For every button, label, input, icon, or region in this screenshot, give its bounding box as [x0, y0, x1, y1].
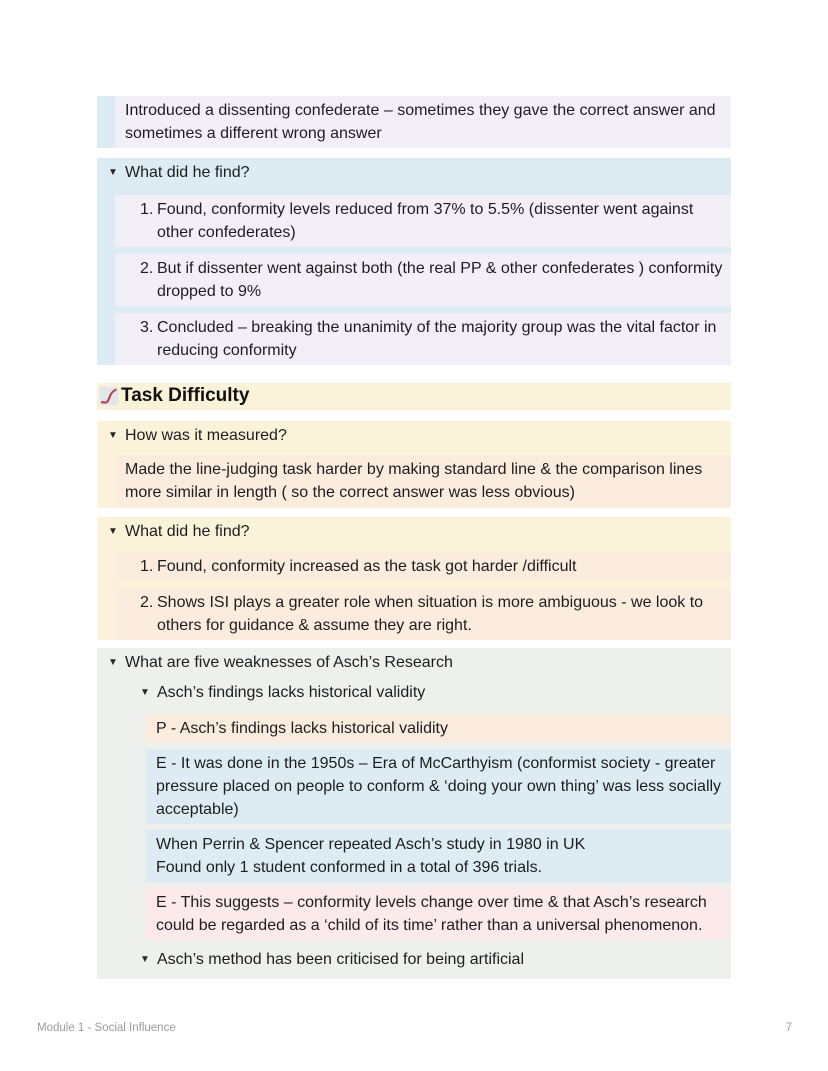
page-footer	[37, 1021, 792, 1036]
peel-evidence-era-paragraph: E - It was done in the 1950s – Era of McCarthyism (conformist society - greater pressure placed on people to conform & ‘doing your own thing’ was less socially acceptable)	[146, 749, 731, 824]
numbered-list-item	[115, 195, 731, 247]
toggle-label: Asch’s method has been criticised for being artificial	[157, 951, 524, 968]
section-heading-title: Task Difficulty	[121, 385, 250, 406]
findings-toggle-section	[97, 158, 731, 365]
toggle-what-did-he-find-1[interactable]	[97, 158, 731, 188]
list-item-text: Found, conformity levels reduced from 37% to 5.5% (dissenter went against other confederates)	[157, 201, 694, 241]
list-marker: 2.	[140, 594, 154, 611]
section-heading-task-difficulty	[97, 383, 731, 410]
findings2-toggle-section	[97, 517, 731, 640]
peel-point-paragraph: P - Asch’s findings lacks historical validity	[146, 714, 731, 743]
measured-paragraph: Made the line-judging task harder by making standard line & the comparison lines more similar in length ( so the correct answer was less obvious)	[115, 455, 731, 508]
toggle-down-arrow-icon[interactable]: ▼	[140, 954, 150, 965]
perrin-line-1: When Perrin & Spencer repeated Asch’s study in 1980 in UK	[156, 836, 586, 853]
toggle-label: Asch’s findings lacks historical validity	[157, 684, 426, 701]
toggle-down-arrow-icon[interactable]: ▼	[108, 167, 118, 178]
perrin-line-2: Found only 1 student conformed in a total of 396 trials.	[156, 859, 543, 876]
intro-block	[97, 96, 731, 148]
peel-evidence-perrin-paragraph	[146, 830, 731, 882]
toggle-artificial-method[interactable]	[97, 942, 731, 976]
list-item-text: Concluded – breaking the unanimity of the majority group was the vital factor in reducing conformity	[157, 319, 717, 359]
toggle-down-arrow-icon[interactable]: ▼	[108, 430, 118, 441]
measured-toggle-section	[97, 421, 731, 508]
footer-page-number: 7	[785, 1022, 792, 1034]
numbered-list-item	[115, 254, 731, 306]
page-content	[97, 96, 731, 979]
toggle-historical-validity[interactable]	[97, 678, 731, 708]
chart-increasing-icon	[99, 386, 119, 406]
list-marker: 2.	[140, 260, 154, 277]
toggle-what-did-he-find-2[interactable]	[97, 517, 731, 547]
intro-paragraph: Introduced a dissenting confederate – sometimes they gave the correct answer and sometimes a different wrong answer	[115, 96, 731, 148]
numbered-list-item	[115, 313, 731, 365]
numbered-list-item	[115, 588, 731, 640]
toggle-how-was-it-measured[interactable]	[97, 421, 731, 451]
toggle-down-arrow-icon[interactable]: ▼	[108, 526, 118, 537]
toggle-label: What did he find?	[125, 523, 250, 540]
numbered-list-item	[115, 552, 731, 581]
toggle-weaknesses[interactable]	[97, 648, 731, 678]
toggle-down-arrow-icon[interactable]: ▼	[108, 657, 118, 668]
toggle-label: What are five weaknesses of Asch’s Research	[125, 654, 453, 671]
list-item-text: Shows ISI plays a greater role when situation is more ambiguous - we look to others for guidance & assume they are right.	[157, 594, 704, 634]
toggle-down-arrow-icon[interactable]: ▼	[140, 687, 150, 698]
list-item-text: But if dissenter went against both (the real PP & other confederates ) conformity dropped to 9%	[157, 260, 723, 300]
list-marker: 1.	[140, 558, 154, 575]
peel-conclusion-paragraph: E - This suggests – conformity levels change over time & that Asch’s research could be regarded as a ‘child of its time’ rather than a universal phenomenon.	[146, 888, 731, 940]
footer-module-title: Module 1 - Social Influence	[37, 1022, 176, 1034]
list-marker: 3.	[140, 319, 154, 336]
toggle-label: How was it measured?	[125, 427, 287, 444]
list-marker: 1.	[140, 201, 154, 218]
toggle-label: What did he find?	[125, 164, 250, 181]
list-item-text: Found, conformity increased as the task got harder /difficult	[157, 558, 577, 575]
weaknesses-toggle-section	[97, 648, 731, 979]
